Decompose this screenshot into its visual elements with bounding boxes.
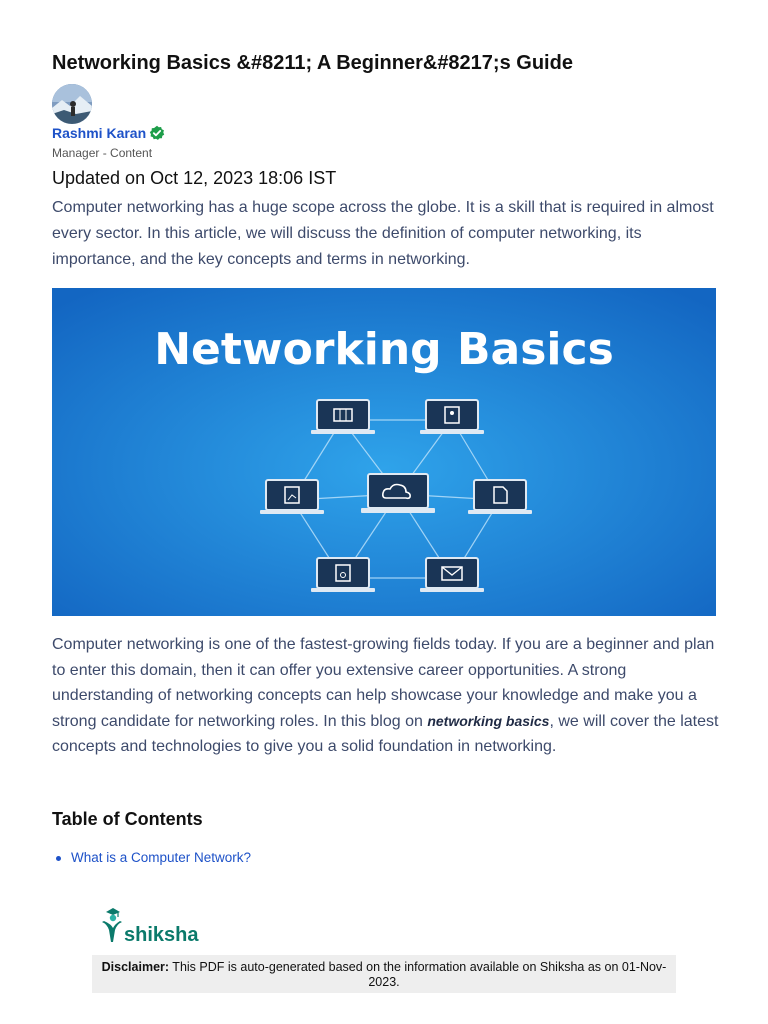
toc-heading: Table of Contents (52, 809, 203, 829)
toc-link[interactable]: What is a Computer Network? (71, 850, 252, 865)
article-title: Networking Basics &#8211; A Beginner&#8217;s Guide (52, 52, 573, 74)
body-paragraph (52, 632, 722, 760)
verified-badge-icon (149, 125, 165, 141)
body-text-end: , we will cover the latest concepts and technologies to give you a solid foundation in networking. (52, 712, 719, 756)
author-name[interactable]: Rashmi Karan (52, 125, 147, 141)
laptop-node-music (311, 558, 375, 592)
toc-item[interactable] (52, 848, 251, 868)
shiksha-wordmark: shiksha (124, 924, 199, 946)
disclaimer-text: This PDF is auto-generated based on the information available on Shiksha as on 01-Nov-2023. (169, 960, 667, 989)
shiksha-logo-icon (100, 906, 124, 946)
disclaimer-label: Disclaimer: (101, 960, 170, 974)
author-avatar[interactable] (52, 84, 92, 124)
body-text-start: Computer networking is one of the fastest-growing fields today. If you are a beginner and plan to enter this domain, then it can offer you extensive career opportunities. A strong understanding of networking concepts can help showcase your knowledge and make you a strong candidate for networking roles. In this blog on (52, 636, 715, 730)
hero-title: Networking Basics (154, 324, 614, 375)
laptop-node-piano (311, 400, 375, 434)
author-link[interactable] (52, 124, 165, 142)
hero-image (52, 288, 716, 616)
laptop-node-mail (420, 558, 484, 592)
shiksha-logo (100, 906, 198, 946)
intro-paragraph: Computer networking has a huge scope across the globe. It is a skill that is required in almost every sector. In this article, we will discuss the definition of computer networking, its importance, and the key concepts and terms in networking. (52, 199, 714, 268)
author-role: Manager - Content (52, 146, 153, 160)
laptop-node-chart (260, 480, 324, 514)
laptop-node-file (468, 480, 532, 514)
toc-list (52, 848, 251, 868)
bullet-icon (56, 856, 61, 861)
updated-date: Updated on Oct 12, 2023 18:06 IST (52, 168, 337, 188)
laptop-node-image (420, 400, 484, 434)
hero-illustration (52, 288, 716, 616)
body-emphasis: networking basics (427, 712, 550, 729)
disclaimer-box (92, 955, 676, 993)
avatar-photo (52, 84, 92, 124)
laptop-node-cloud (361, 474, 435, 513)
